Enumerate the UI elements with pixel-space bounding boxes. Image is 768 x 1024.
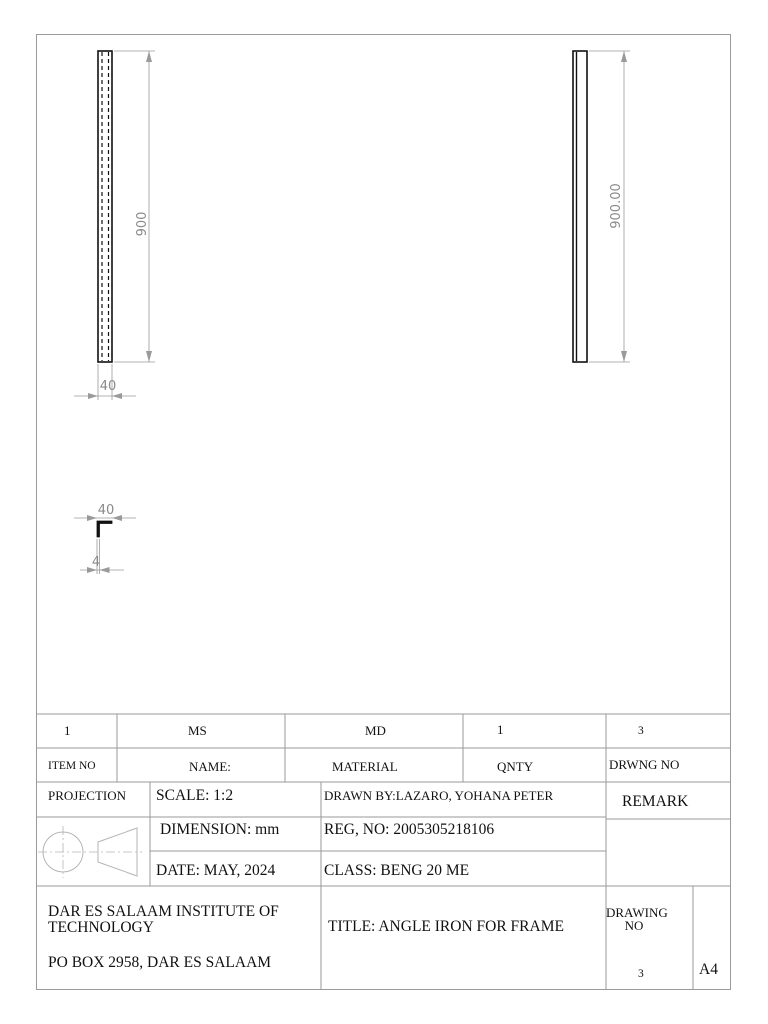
- bom-item-no-header: ITEM NO: [48, 760, 96, 772]
- drawing-title: TITLE: ANGLE IRON FOR FRAME: [328, 918, 564, 935]
- front-width-dimension: [74, 364, 136, 400]
- projection-label: PROJECTION: [48, 788, 127, 803]
- front-width-dim-text: 40: [99, 379, 117, 394]
- side-length-dimension: [589, 51, 630, 362]
- date-label: DATE: MAY, 2024: [156, 862, 276, 879]
- bom-name-value: MS: [188, 723, 207, 738]
- dimension-label: DIMENSION: mm: [160, 821, 280, 838]
- class-label: CLASS: BENG 20 ME: [324, 862, 470, 879]
- front-length-dimension: [114, 51, 155, 362]
- front-length-dim-text: 900: [135, 211, 150, 237]
- institute-name: DAR ES SALAAM INSTITUTE OF TECHNOLOGY: [48, 903, 279, 936]
- drawing-no-value: 3: [638, 968, 644, 980]
- side-view: [573, 51, 630, 362]
- side-length-dim-text: 900.00: [609, 183, 624, 229]
- bom-material-value: MD: [365, 723, 386, 738]
- bom-qnty-header: QNTY: [497, 759, 534, 774]
- bom-drawing-no-value: 3: [638, 725, 644, 737]
- bom-material-header: MATERIAL: [332, 759, 398, 774]
- drawn-by-label: DRAWN BY:LAZARO, YOHANA PETER: [324, 788, 554, 803]
- section-leg-dimension: [74, 503, 136, 521]
- bom-qnty-value: 1: [497, 722, 504, 737]
- section-view: [74, 503, 136, 574]
- bom-drawing-no-header: DRWNG NO: [609, 757, 680, 772]
- front-view: [74, 51, 155, 400]
- sheet-size: A4: [699, 961, 718, 978]
- remark-label: REMARK: [622, 793, 689, 810]
- scale-label: SCALE: 1:2: [156, 787, 234, 804]
- bom-name-header: NAME:: [189, 759, 231, 774]
- reg-no-label: REG, NO: 2005305218106: [324, 821, 495, 838]
- bom-item-no-value: 1: [64, 723, 71, 738]
- po-box: PO BOX 2958, DAR ES SALAAM: [48, 954, 272, 971]
- projection-symbol-icon: [38, 826, 142, 878]
- section-thickness-dimension: [80, 539, 124, 574]
- drawing-no-label: DRAWING NO: [606, 905, 668, 933]
- section-leg-dim-text: 40: [97, 503, 115, 518]
- section-thickness-dim-text: 4: [91, 555, 101, 570]
